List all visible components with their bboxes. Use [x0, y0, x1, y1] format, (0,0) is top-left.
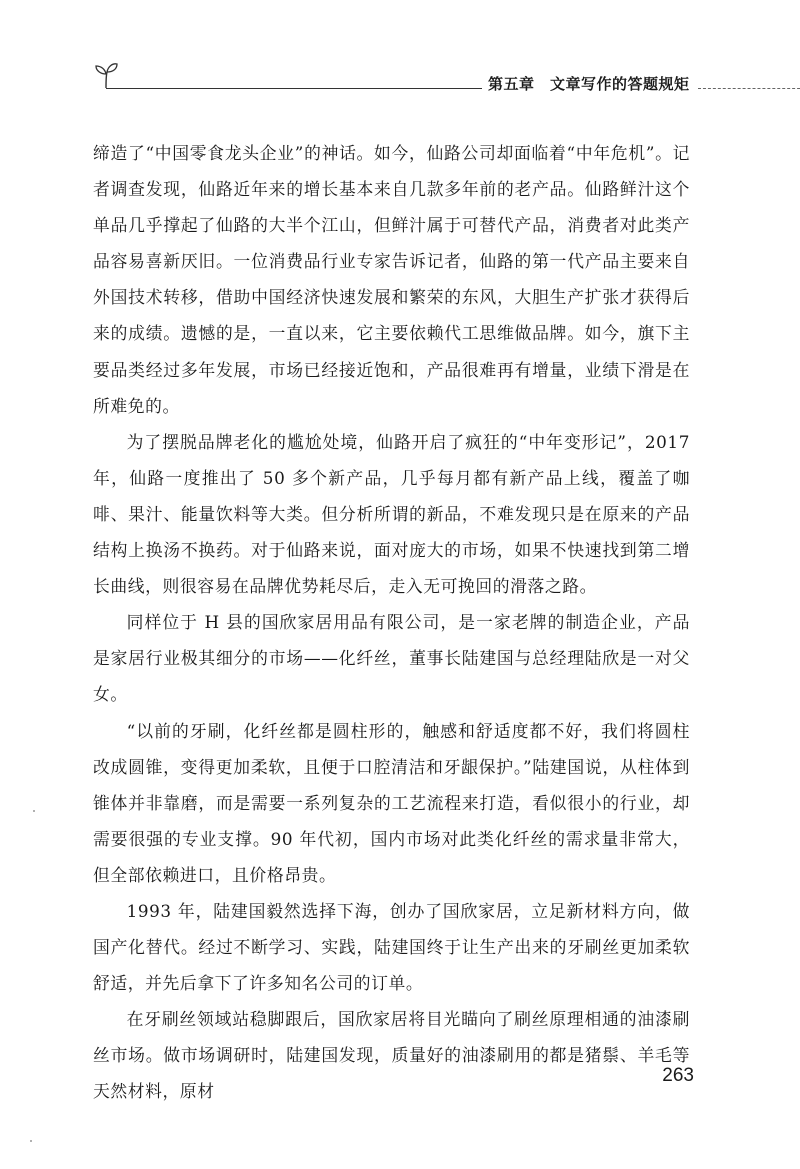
chapter-title: 第五章 文章写作的答题规矩 — [482, 73, 704, 94]
paragraph: 1993 年，陆建国毅然选择下海，创办了国欣家居，立足新材料方向，做国产化替代。经过不断学习、实践，陆建国终于让生产出来的牙刷丝更加柔软舒适，并先后拿下了许多知名公司的订单。 — [93, 900, 690, 994]
paragraph: 同样位于 H 县的国欣家居用品有限公司，是一家老牌的制造企业，产品是家居行业极其细分的市场——化纤丝，董事长陆建国与总经理陆欣是一对父女。 — [93, 612, 690, 705]
scan-speck — [30, 1140, 32, 1142]
header-rule-right — [698, 88, 800, 89]
paragraph: 为了摆脱品牌老化的尴尬处境，仙路开启了疯狂的“中年变形记”，2017 年，仙路一度推出了 50 多个新产品，几乎每月都有新产品上线，覆盖了咖啡、果汁、能量饮料等大类。但分析所谓的新品，不难发现只是在原来的产品结构上换汤不换药。对于仙路来说，面对庞大的市场，如果不快速找到第二增长曲线，则很容易在品牌优势耗尽后，走入无可挽回的滑落之路。 — [93, 431, 690, 597]
paragraph: 在牙刷丝领域站稳脚跟后，国欣家居将目光瞄向了刷丝原理相通的油漆刷丝市场。做市场调研时，陆建国发现，质量好的油漆刷用的都是猪鬃、羊毛等天然材料，原材 — [93, 1009, 690, 1102]
scan-speck — [33, 810, 35, 812]
paragraph: “以前的牙刷，化纤丝都是圆柱形的，触感和舒适度都不好，我们将圆柱改成圆锥，变得更加柔软，且便于口腔清洁和牙龈保护。”陆建国说，从柱体到锥体并非靠磨，而是需要一系列复杂的工艺流程来打造，看似很小的行业，却需要很强的专业支撑。90 年代初，国内市场对此类化纤丝的需求量非常大，但全部依赖进口，且价格昂贵。 — [93, 720, 690, 885]
paragraph: 缔造了“中国零食龙头企业”的神话。如今，仙路公司却面临着“中年危机”。记者调查发现，仙路近年来的增长基本来自几款多年前的老产品。仙路鲜汁这个单品几乎撑起了仙路的大半个江山，但鲜汁属于可替代产品，消费者对此类产品容易喜新厌旧。一位消费品行业专家告诉记者，仙路的第一代产品主要来自外国技术转移，借助中国经济快速发展和繁荣的东风，大胆生产扩张才获得后来的成绩。遗憾的是，一直以来，它主要依赖代工思维做品牌。如今，旗下主要品类经过多年发展，市场已经接近饱和，产品很难再有增量，业绩下滑是在所难免的。 — [93, 143, 690, 416]
running-header — [92, 60, 712, 94]
leaf-sprout-icon — [92, 60, 120, 90]
page-number: 263 — [662, 1065, 694, 1086]
body-text — [93, 135, 690, 1110]
